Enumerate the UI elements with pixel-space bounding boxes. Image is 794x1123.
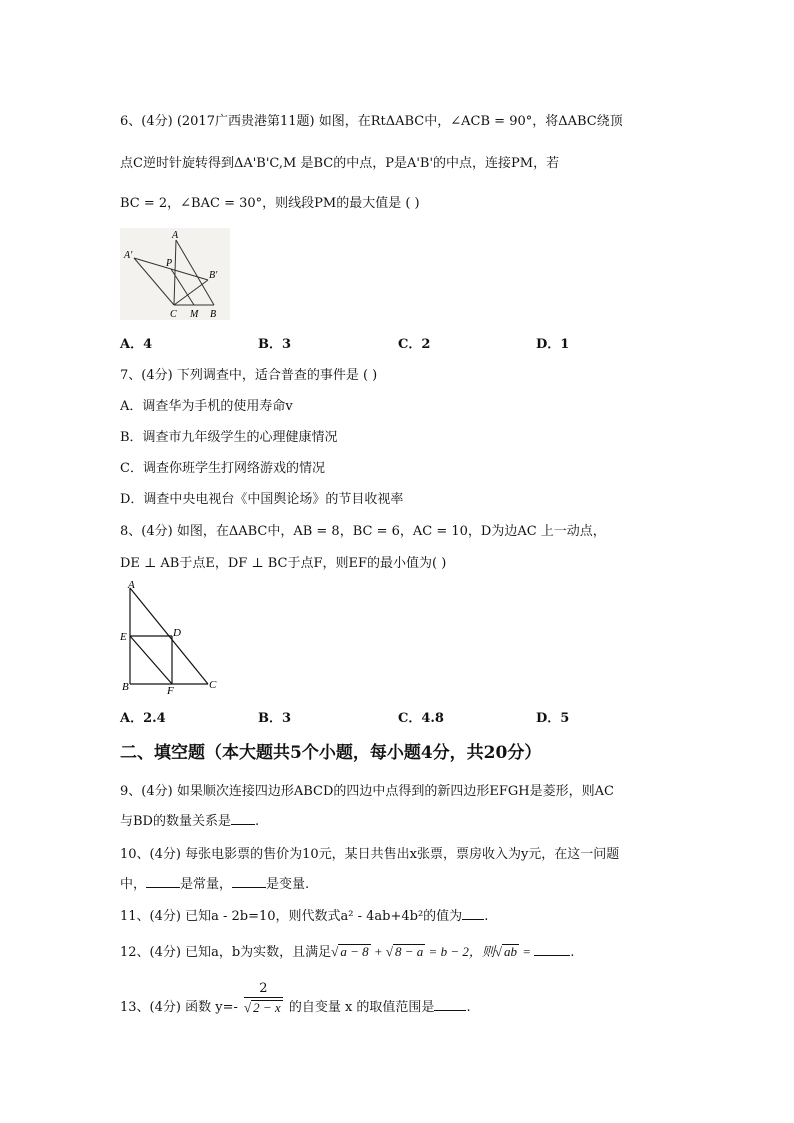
- q11-text: 11、(4分) 已知a - 2b=10，则代数式a² - 4ab+4b²的值为: [120, 909, 463, 924]
- q12-sqrt-sign-1: √: [331, 944, 339, 959]
- q8-label-a: A: [128, 579, 135, 591]
- q6-line-2: 点C逆时针旋转得到ΔA'B'C,M 是BC的中点，P是A'B'的中点，连接PM，若: [120, 156, 560, 171]
- q6-option-c[interactable]: C．2: [398, 337, 431, 352]
- q8-option-c[interactable]: C．4.8: [398, 711, 444, 726]
- q10-line-2-text-c: 是变量.: [266, 877, 310, 892]
- q13-end: .: [466, 1000, 471, 1015]
- q6-label-a: A: [172, 230, 179, 241]
- q12-eq2: =: [518, 944, 535, 959]
- q8-label-d: D: [173, 627, 181, 639]
- q10-line-2-text-b: 是常量，: [180, 877, 233, 892]
- q6-label-p: P: [166, 258, 173, 269]
- q7-option-d[interactable]: D．调查中央电视台《中国舆论场》的节目收视率: [120, 492, 404, 507]
- q8-label-b: B: [122, 681, 129, 693]
- q13-sqrt-sign: √: [244, 1000, 252, 1015]
- q10-variable-blank[interactable]: [232, 875, 266, 888]
- q9-answer-blank[interactable]: [231, 812, 255, 825]
- q9-line-2: [120, 810, 259, 829]
- q11-end: .: [484, 909, 489, 924]
- q8-option-d[interactable]: D．5: [536, 711, 570, 726]
- q12-eq: = b − 2，则: [425, 944, 495, 959]
- q6-label-a1: A': [124, 250, 133, 261]
- q6-label-b: B: [210, 309, 217, 320]
- q8-label-f: F: [167, 685, 174, 697]
- q9-line-1: 9、(4分) 如果顺次连接四边形ABCD的四边中点得到的新四边形EFGH是菱形，则AC: [120, 784, 614, 799]
- q8-seg-ef: [130, 636, 172, 684]
- q9-line-2-end: .: [254, 814, 260, 829]
- q10-line-2-text-a: 中，: [120, 877, 147, 892]
- section-2-title: 二、填空题（本大题共5个小题，每小题4分，共20分）: [120, 743, 542, 763]
- q6-label-m: M: [190, 309, 199, 320]
- q10-line-1: 10、(4分) 每张电影票的售价为10元，某日共售出x张票，票房收入为y元，在这一问题: [120, 847, 620, 862]
- q8-option-a[interactable]: A．2.4: [120, 711, 166, 726]
- q12-sqrt-sign-3: √: [494, 944, 502, 959]
- q11-answer-blank[interactable]: [462, 907, 484, 920]
- q13-line: [120, 980, 471, 1022]
- q6-label-b1: B': [209, 270, 218, 281]
- q6-figure: [120, 228, 230, 320]
- q8-line-2: DE ⊥ AB于点E，DF ⊥ BC于点F，则EF的最小值为( ): [120, 556, 447, 571]
- q12-plus: +: [370, 944, 386, 959]
- q9-line-2-text: 与BD的数量关系是: [120, 814, 231, 829]
- q7-option-a[interactable]: A．调查华为手机的使用寿命v: [120, 399, 293, 414]
- q8-label-e: E: [120, 631, 127, 643]
- q6-line-3: BC = 2，∠BAC = 30°，则线段PM的最大值是 ( ): [120, 196, 420, 211]
- q13-text-a: 13、(4分) 函数 y=-: [120, 1000, 238, 1015]
- q7-option-b[interactable]: B．调查市九年级学生的心理健康情况: [120, 430, 338, 445]
- q7-stem: 7、(4分) 下列调查中，适合普查的事件是 ( ): [120, 368, 378, 383]
- q6-label-c: C: [170, 309, 177, 320]
- q6-line-1: 6、(4分) (2017广西贵港第11题) 如图，在RtΔABC中，∠ACB = 90°，将ΔABC绕顶: [120, 114, 623, 129]
- q11-line: [120, 905, 488, 924]
- q12-sqrt-sign-2: √: [385, 944, 394, 959]
- q6-option-b[interactable]: B．3: [258, 337, 292, 352]
- q8-option-b[interactable]: B．3: [258, 711, 292, 726]
- q12-end: .: [570, 945, 575, 960]
- q10-constant-blank[interactable]: [146, 875, 180, 888]
- q8-line-1: 8、(4分) 如图，在ΔABC中，AB = 8，BC = 6，AC = 10，D为边AC 上一动点，: [120, 524, 606, 539]
- q13-frac-den: 2 − x: [253, 1000, 281, 1015]
- q10-line-2: [120, 873, 309, 892]
- q12-sqrt-1: a − 8: [340, 944, 369, 959]
- q6-option-a[interactable]: A．4: [120, 337, 153, 352]
- q8-figure: [116, 578, 226, 698]
- q8-label-c: C: [209, 679, 217, 691]
- q12-sqrt-2: 8 − a: [395, 944, 424, 959]
- q13-answer-blank[interactable]: [434, 998, 466, 1011]
- q12-sqrt-3: ab: [503, 944, 517, 959]
- q7-option-c[interactable]: C．调查你班学生打网络游戏的情况: [120, 461, 325, 476]
- q12-line: [120, 941, 574, 960]
- q12-text: 12、(4分) 已知a，b为实数，且满足: [120, 945, 332, 960]
- q13-frac-num: 2: [244, 980, 283, 998]
- q12-answer-blank[interactable]: [534, 943, 570, 956]
- q6-option-d[interactable]: D．1: [536, 337, 570, 352]
- q13-frac-den-wrap: [244, 998, 283, 1017]
- q13-text-b: 的自变量 x 的取值范围是: [288, 1000, 435, 1015]
- q13-fraction: [244, 980, 283, 1017]
